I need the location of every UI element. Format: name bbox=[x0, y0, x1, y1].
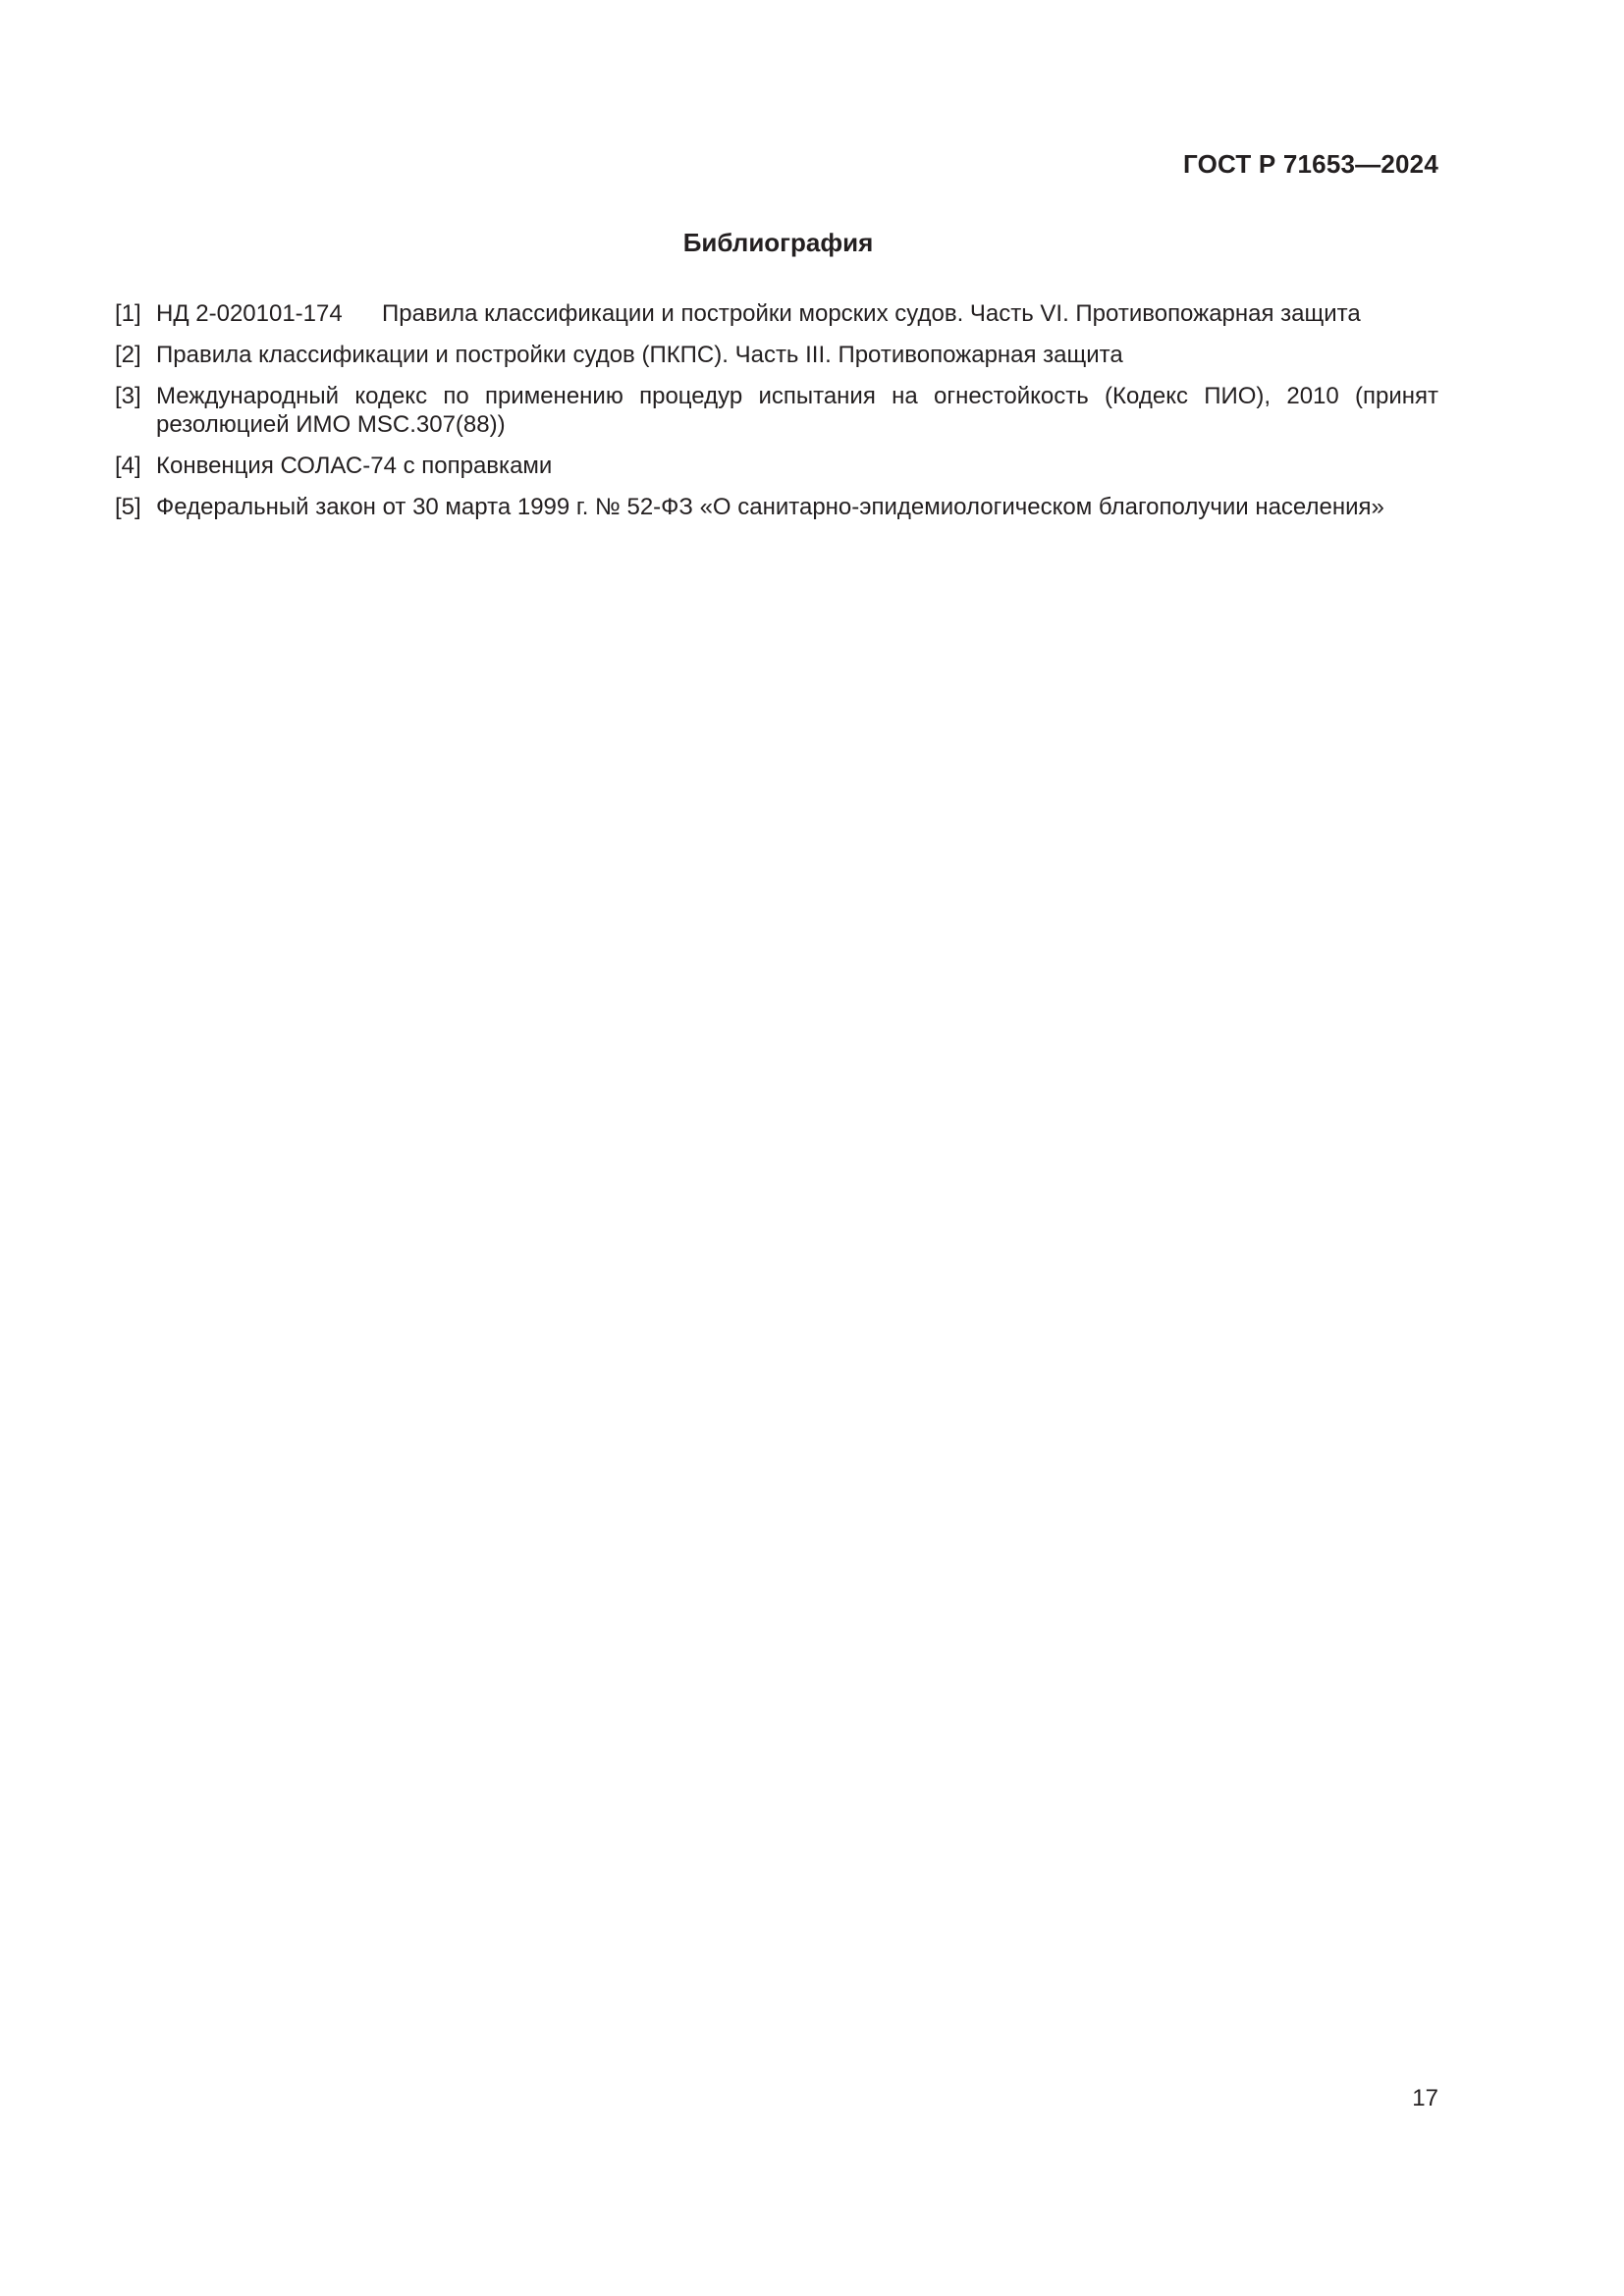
document-designation: ГОСТ Р 71653—2024 bbox=[1183, 149, 1438, 179]
bibliography-entry bbox=[115, 382, 1438, 439]
entry-number: [5] bbox=[115, 494, 141, 520]
entry-code: НД 2-020101-174 bbox=[156, 300, 343, 327]
bibliography-entry bbox=[115, 299, 1438, 328]
bibliography-entry bbox=[115, 341, 1438, 369]
entry-text: Международный кодекс по применению процедур испытания на огнестойкость (Кодекс ПИО), 2010 (принят резолюцией ИМО MSC.307(88)) bbox=[156, 383, 1438, 438]
entry-number: [3] bbox=[115, 383, 141, 409]
entry-text: Конвенция СОЛАС-74 с поправками bbox=[156, 453, 553, 479]
entry-number: [2] bbox=[115, 342, 141, 368]
entry-text: Федеральный закон от 30 марта 1999 г. № 52-ФЗ «О санитарно-эпидемиологическом благополучии населения» bbox=[156, 494, 1384, 520]
bibliography-entry bbox=[115, 452, 1438, 480]
entry-text: Правила классификации и постройки морских судов. Часть VI. Противопожарная защита bbox=[382, 300, 1361, 327]
bibliography-entry bbox=[115, 493, 1438, 521]
entry-number: [4] bbox=[115, 453, 141, 479]
page-number: 17 bbox=[1412, 2085, 1438, 2111]
entry-body bbox=[156, 299, 1438, 328]
entry-text: Правила классификации и постройки судов (ПКПС). Часть III. Противопожарная защита bbox=[156, 342, 1123, 368]
section-title: Библиография bbox=[682, 228, 874, 257]
bibliography-list bbox=[115, 299, 1438, 534]
entry-number: [1] bbox=[115, 300, 141, 327]
